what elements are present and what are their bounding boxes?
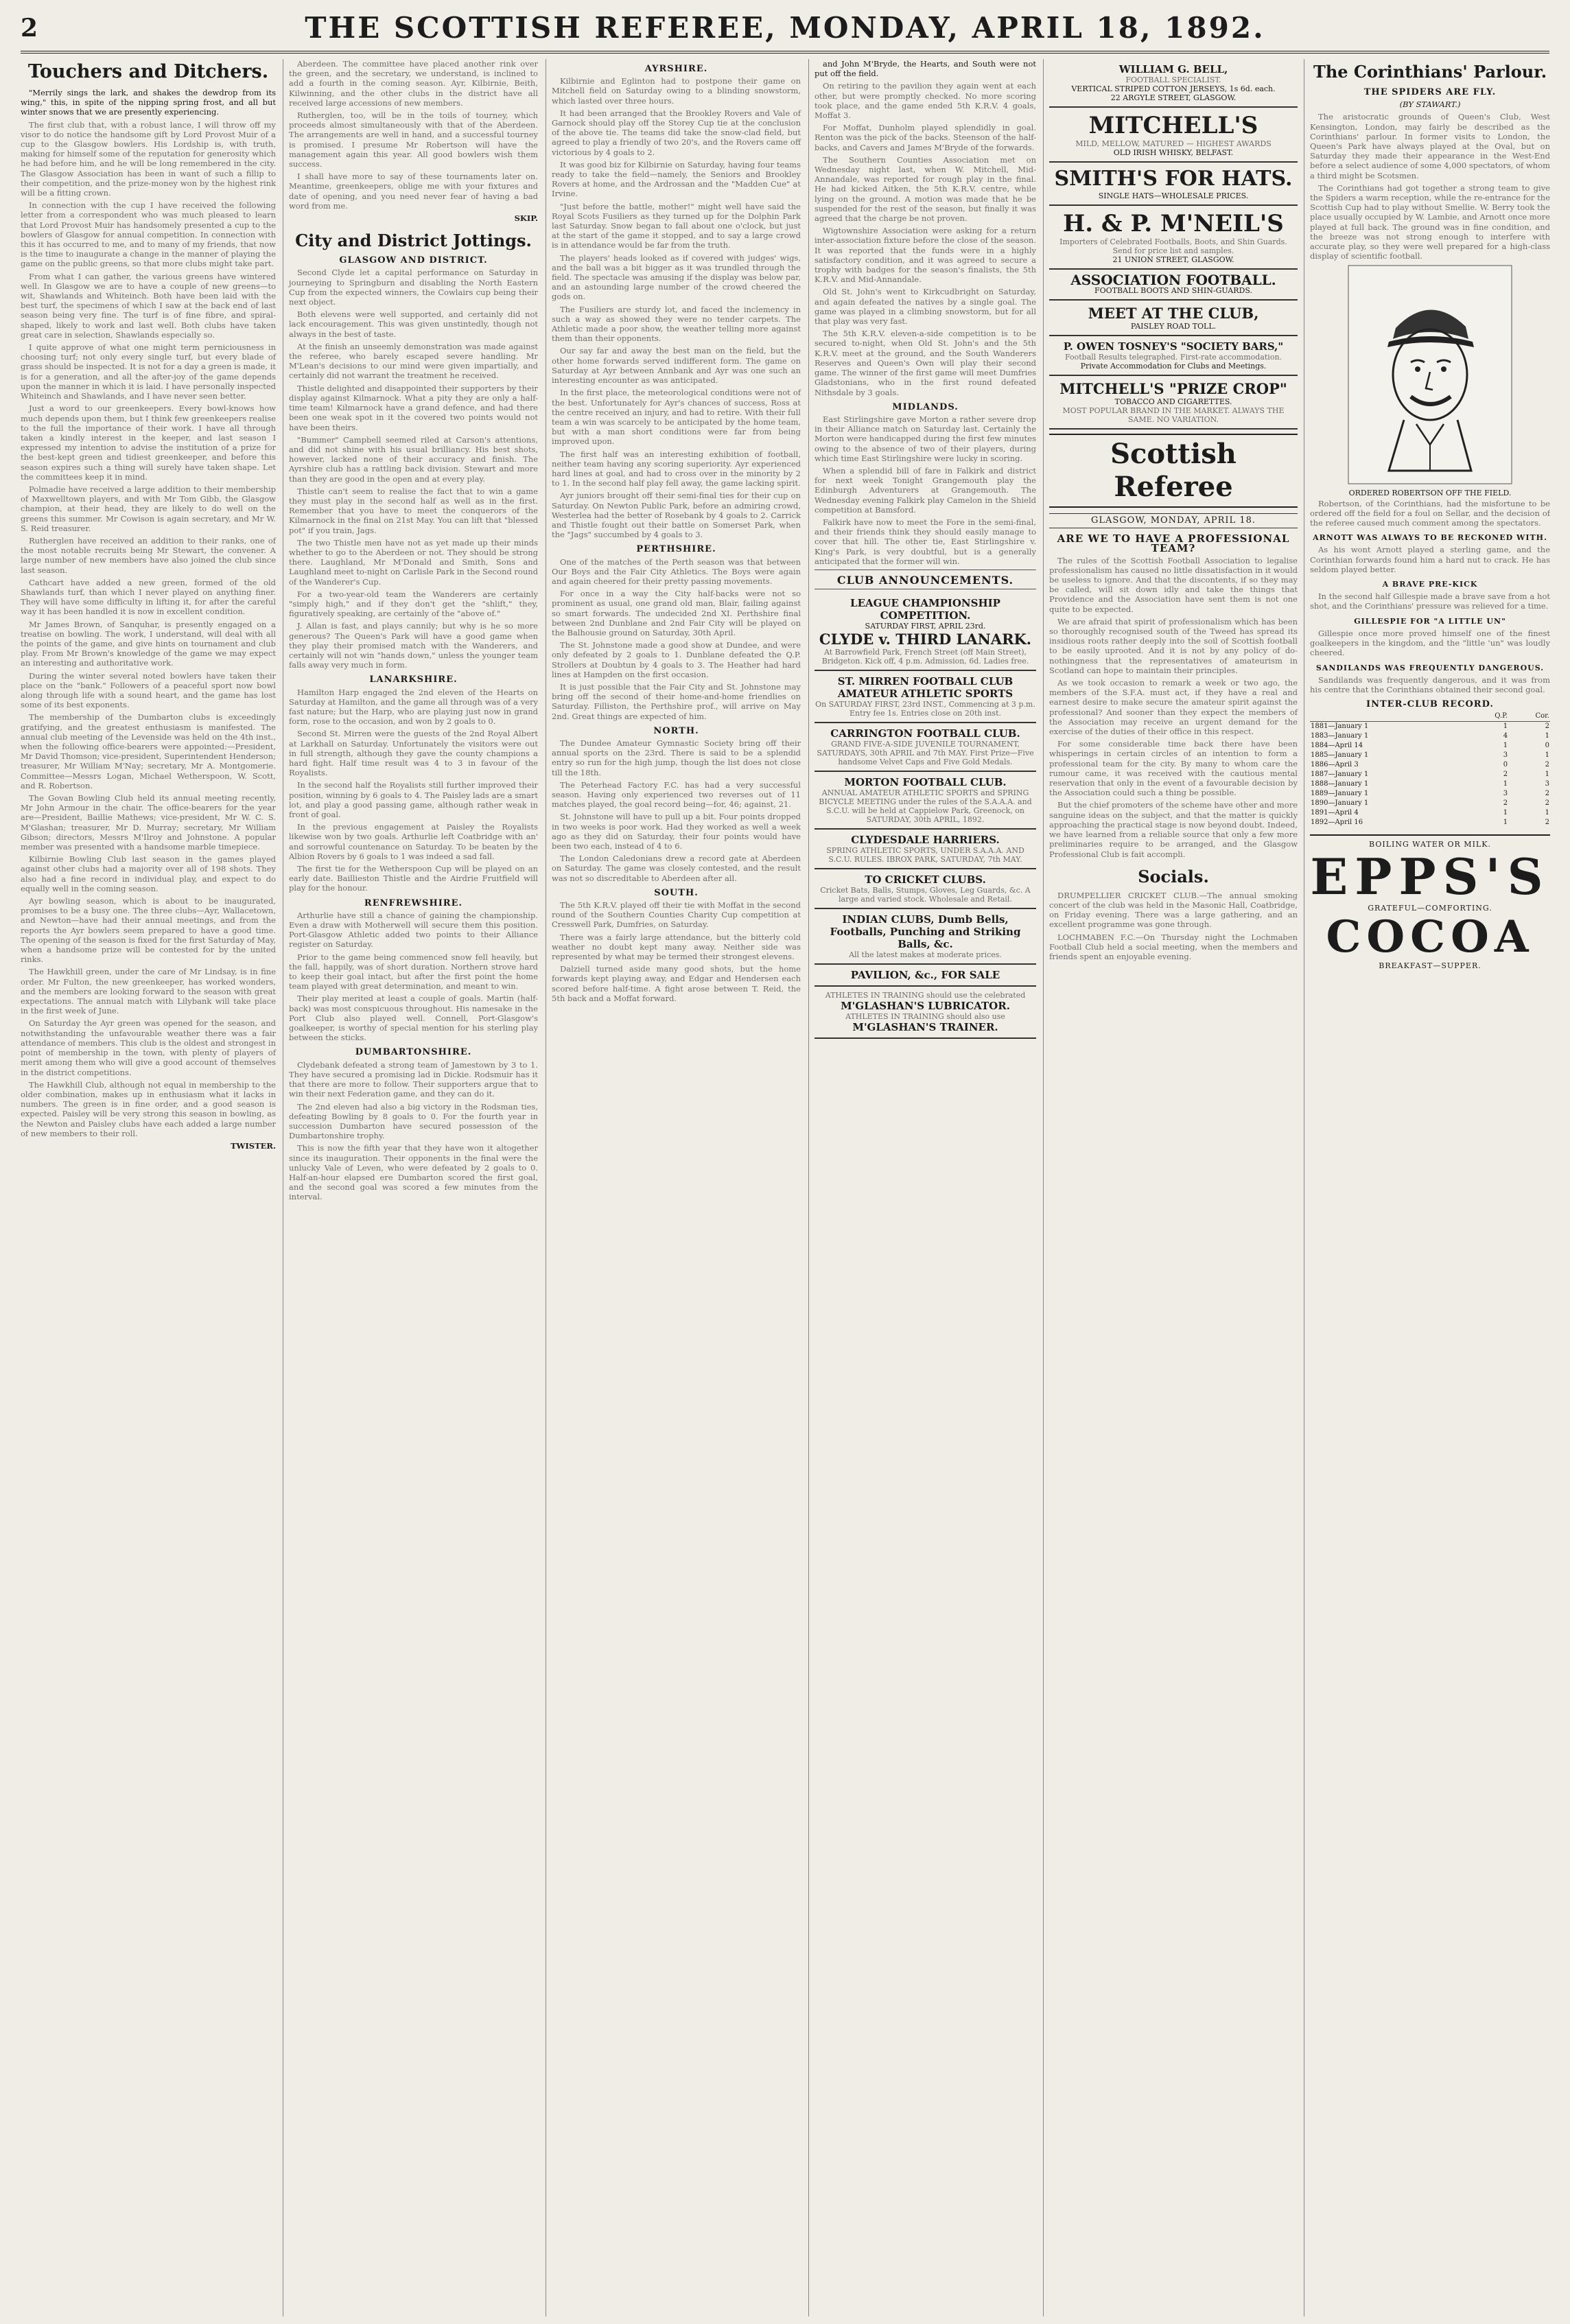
announcement-cricket: TO CRICKET CLUBS. Cricket Bats, Balls, Stumps, Gloves, Leg Guards, &c. A large and varied stock. Wholesale and Retail. <box>815 869 1036 909</box>
ad-william-bell: WILLIAM G. BELL, FOOTBALL SPECIALIST. VERTICAL STRIPED COTTON JERSEYS, 1s 6d. each. 22 ARGYLE STREET, GLASGOW. <box>1049 59 1298 108</box>
editorial-heading: ARE WE TO HAVE A PROFESSIONAL TEAM? <box>1057 532 1290 555</box>
lanarkshire-body: Hamilton Harp engaged the 2nd eleven of the Hearts on Saturday at Hamilton, and the game all through was of a very fast nature; but the Harp, who are playing just now in grand form, rose to the occasion, and won by 2 goals to 0. Second St. Mirren were the guests of the 2nd Royal Albert at Larkhall on Saturday. Unfortunately the visitors were out in full strength, although they gave the county champions a hard fight. Half time result was 4 to 3 in favour of the Royalists. In the second half the Royalists still further improved their position, winning by 6 goals to 4. The Paisley lads are a smart lot, and play a good passing game, although rather weak in front of goal. In the previous engagement at Paisley the Royalists likewise won by two goals. Arthurlie left Coatbridge with an' and sorrowful countenance on Saturday. To be beaten by the Albion Rovers by 6 goals to 1 was indeed a sad fall. The first tie for the Wetherspoon Cup will be played on an early date. Baillieston Thistle and the Airdrie Fruitfield will play for the honour. <box>289 687 538 893</box>
table-cell: 4 <box>1503 732 1508 740</box>
column-5 <box>1043 59 1303 2316</box>
record-heading: INTER-CLUB RECORD. <box>1366 699 1494 710</box>
column-3 <box>546 59 806 2316</box>
ad-mitchells-whisky: MITCHELL'S MILD, MELLOW, MATURED — HIGHEST AWARDS OLD IRISH WHISKY, BELFAST. <box>1049 108 1298 163</box>
table-cell: 1 <box>1503 819 1508 827</box>
table-cell: 1892—April 16 <box>1311 819 1363 827</box>
referee-portrait <box>1348 265 1512 484</box>
table-cell: 1890—January 1 <box>1311 799 1369 808</box>
table-row <box>1310 818 1550 828</box>
ayrshire-body: Kilbirnie and Eglinton had to postpone their game on Mitchell field on Saturday owing to a blinding snowstorm, which lasted over three hours. It had been arranged that the Brookley Rovers and Vale of Garnock should play off the Storey Cup tie at the conclusion of the above tie. The teams did take the snow-clad field, but agreed to play a friendly of two 20's, and the Rovers came off victorious by 4 goals to 2. It was good biz for Kilbirnie on Saturday, having four teams ready to take the field—namely, the Seniors and Brookley Rovers at home, and the Ardrossan and the "Madden Cue" at Irvine. "Just before the battle, mother!" might well have said the Royal Scots Fusiliers as they turned up for the Dolphin Park last Saturday. Snow began to fall about one o'clock, but just at the start of the game it stopped, and to say a large crowd is in attendance would be far from the truth. The players' heads looked as if covered with judges' wigs, and the ball was a bit bigger as it was trundled through the field. The spectacle was amusing if the display was below par, and an astounding large number of the crowd cheered the gods on. The Fusiliers are sturdy lot, and faced the inclemency in such a way as showed they were no tender carpets. The Athletic made a poor show, the weather telling more against them than their opponents. Our say far and away the best man on the field, but the other home forwards served indifferent form. The game on Saturday at Ayr between Annbank and Ayr was one such an interesting encounter as was anticipated. In the first place, the meteorological conditions were not of the best. Unfortunately for Ayr's chances of success, Ross at the centre received an injury, and had to retire. With their full team a win was scarcely to be anticipated by the home team, but with a man short conditions were far from being improved upon. The first half was an interesting exhibition of football, neither team having any scoring superiority. Ayr experienced hard lines at goal, and had to cross over in the minority by 2 to 1. In the second half play fell away, the game lacking spirit. Ayr juniors brought off their semi-final ties for their cup on Saturday. On Newton Public Park, before an admiring crowd, Westerlea had the better of Rosebank by 4 goals to 2. Carrick and Thistle fought out their battle on Somerset Park, when the "Jags" succumbed by 4 goals to 3. <box>552 76 801 540</box>
table-cell: 3 <box>1503 751 1508 760</box>
table-cell: 1889—January 1 <box>1311 790 1369 798</box>
announcement-indian-clubs: INDIAN CLUBS, Dumb Bells, Footballs, Punching and Striking Balls, &c. All the latest makes at moderate prices. <box>815 909 1036 965</box>
table-cell: 1 <box>1545 732 1549 740</box>
ad-association-football: ASSOCIATION FOOTBALL. FOOTBALL BOOTS AND SHIN-GUARDS. <box>1049 270 1298 301</box>
subheading-ayrshire: AYRSHIRE. <box>644 64 708 74</box>
announcement-morton: MORTON FOOTBALL CLUB. ANNUAL AMATEUR ATHLETIC SPORTS and SPRING BICYCLE MEETING under the rules of the S.A.A.A. and S.C.U. will be held at Cappielow Park, Greenock, on SATURDAY, 30th APRIL, 1892. <box>815 772 1036 830</box>
table-cell: 1 <box>1503 742 1508 750</box>
brave-body: In the second half Gillespie made a brave save from a hot shot, and the Corinthians' pressure was relieved for a time. <box>1310 591 1550 611</box>
article-opening: "Merrily sings the lark, and shakes the dewdrop from its wing," this, in spite of the nipping spring frost, and all but winter snows that we are presently experiencing. <box>21 88 276 117</box>
newspaper-title: THE SCOTTISH REFEREE, MONDAY, APRIL 18, 1892. <box>305 11 1265 45</box>
announcement-pavilion: PAVILION, &c., FOR SALE <box>815 965 1036 987</box>
editorial-body: The rules of the Scottish Football Association to legalise professionalism has caused no little dissatisfaction in it would be useless to ignore. And that the discontents, if so they may be called, will sit down idly and take the things that Providence and the Association have sent them is not one quite to be expected. We are afraid that spirit of professionalism which has been so thoroughly recognised south of the Tweed has spread its insidious roots rather deeply into the soil of Scottish football to be easily uprooted. And it is not by any policy of do-nothingness that the representatives of amateurism in Scotland can hope to maintain their principles. As we took occasion to remark a week or two ago, the members of the S.F.A. must act, if they have a real and earnest desire to make secure the amateur spirit against the professional? And sooner than they expect the members of the Association may receive an urgent demand for the exercise of the duties of their office in this respect. For some considerable time back there have been whisperings in certain circles of an intention to form a professional team for the city. By many to whom care the rumour came, it was received with the cautious mental reservation that only in the event of a favourable decision by the Association could such a thing be possible. But the chief promoters of the scheme have other and more sanguine ideas on the subject, and that the matter is quickly approaching the practical stage is now beyond doubt. Indeed, we have learned from a reliable source that only a few more preliminaries require to be arranged, and the Glasgow Professional Club is fait accompli. <box>1049 555 1298 859</box>
arnott-body: As his wont Arnott played a sterling game, and the Corinthian forwards found him a hard nut to crack. He has seldom played better. <box>1310 545 1550 574</box>
table-cell: 2 <box>1545 799 1549 808</box>
south-continued: On retiring to the pavilion they again went at each other, but were promptly checked. No more scoring took place, and the game ended 5th K.R.V. 4 goals, Moffat 3. For Moffat, Dunholm played splendidly in goal. Renton was the pick of the backs. Steenson of the half-backs, and Cavers and James M'Bryde of the forwards. The Southern Counties Association met on Wednesday night last, when W. Mitchell, Mid-Annandale, was reported for rough play in the final. He had kicked Aitken, the 5th K.R.V. centre, while lying on the ground. A motion was made that he be suspended for the rest of the season, but finally it was agreed that the charge be not proven. Wigtownshire Association were asking for a return inter-association fixture before the close of the season. It was reported that the funds were in a highly satisfactory condition, and it was agreed to secure a trophy with badges for the season's finalists, the 5th K.R.V. and Mid-Annandale. Old St. John's went to Kirkcudbright on Saturday, and again defeated the natives by a single goal. The game was played in a climbing snowstorm, but for all that play was very fast. The 5th K.R.V. eleven-a-side competition is to be secured to-night, when Old St. John's and the 5th K.R.V. meet at the ground, and the South Wanderers Reserves and Queen's Own will play their second game. The winner of the first game will meet Dumfries Gladstonians, who in the first round defeated Nithsdale by 3 goals. <box>815 81 1036 397</box>
table-row <box>1310 779 1550 789</box>
table-row <box>1310 760 1550 770</box>
table-cell: 3 <box>1503 790 1508 798</box>
subheading-south: SOUTH. <box>654 887 699 898</box>
paper-nameplate: Scottish Referee <box>1049 434 1298 508</box>
club-announcements-heading: CLUB ANNOUNCEMENTS. <box>836 573 1014 587</box>
table-row <box>1310 799 1550 808</box>
column-2 <box>283 59 543 2316</box>
table-row <box>1310 808 1550 818</box>
table-cell: 2 <box>1545 723 1549 731</box>
announcement-carrington: CARRINGTON FOOTBALL CLUB. GRAND FIVE-A-SIDE JUVENILE TOURNAMENT, SATURDAYS, 30th APRIL and 7th MAY. First Prize—Five handsome Velvet Caps and Five Gold Medals. <box>815 723 1036 772</box>
socials-body: DRUMPELLIER CRICKET CLUB.—The annual smoking concert of the club was held in the Masonic Hall, Coatbridge, on Friday evening. There was a large gathering, and an excellent programme was gone through. LOCHMABEN F.C.—On Thursday night the Lochmaben Football Club held a social meeting, when the members and friends spent an enjoyable evening. <box>1049 890 1298 961</box>
table-row <box>1310 751 1550 760</box>
article-body-filler: The first club that, with a robust lance, I will throw off my visor to do notice the handsome gift by Lord Provost Muir of a cup to the Glasgow bowlers. His Lordship is, with truth, making for himself some of the reputation for generosity which he had before him, and he will be long remembered in the city. The Glasgow Association has been in want of such a fillip to their competition, and the prize-money won by the highest rink will be a fitting crown. In connection with the cup I have received the following letter from a correspondent who was much pleased to learn that Lord Provost Muir has handsomely presented a cup to the bowlers of Glasgow for annual competition. In connection with this it has occurred to me, and to many of my friends, that now is the time to inaugurate a change in the manner of playing the game on the public greens, so that more clubs might take part. From what I can gather, the various greens have wintered well. In Glasgow we are to have a couple of new greens—to wit, Shawlands and Whiteinch. Both have been laid with the best turf, the specimens of which I saw at the back end of last season being very fine. The turf is of fine fibre, and spiral-shaped, likely to work and last well. Both clubs have taken great care in selection, Shawlands especially so. I quite approve of what one might term perniciousness in choosing turf; not only every single turf, but every blade of grass should be inspected. It is not for a day a green is made, it is for a generation, and all the after-joy of the game depends upon the manner in which it is laid. I have personally inspected Whiteinch and Shawlands, and I have never seen better. Just a word to our greenkeepers. Every bowl-knows how much depends upon them, but I think few greenkeepers realise to the full the importance of their work. I have all through taken a kindly interest in the keeper, and last season I expressed my intention to advise the institution of a prize for the best-kept green and tidiest greenkeeper, and before this season expires such a thing will surely have taken shape. Let the committees keep it in mind. Polmadie have received a large addition to their membership of Maxwelltown players, and with Mr Tom Gibb, the Glasgow champion, at their head, they are likely to do well on the greens this summer. Mr Cowison is again secretary, and Mr W. S. Reid treasurer. Rutherglen have received an addition to their ranks, one of the most notable recruits being Mr Stewart, the convener. A large number of new members have also joined the club since last season. Cathcart have added a new green, formed of the old Shawlands turf, than which I never played on anything finer. They will have some difficulty in lifting it, for after the careful way it has been handled it is now in excellent condition. Mr James Brown, of Sanquhar, is presently engaged on a treatise on bowling. The work, I understand, will deal with all the points of the game, and give hints on tournament and club play. From Mr Brown's knowledge of the game we may expect an interesting and authoritative work. During the winter several noted bowlers have taken their place on the "bank." Followers of a peaceful sport now bowl along through life with a sound heart, and the game has lost some of its best exponents. The membership of the Dumbarton clubs is exceedingly gratifying, and the greatest enthusiasm is manifested. The annual club meeting of the Levenside was held on the 4th inst., when the following office-bearers were appointed:—President, Mr David Thomson; vice-president, Superintendent Henderson; treasurer, Mr William M'Nay; secretary, Mr A. Montgomerie. Committee—Messrs Logan, Michael Wetherspoon, W. Scott, and R. Robertson. The Govan Bowling Club held its annual meeting recently, Mr John Armour in the chair. The office-bearers for the year are—President, Baillie Mathews; vice-president, Mr W. C. S. M'Glashan; treasurer, Mr D. Murray; secretary, Mr William Gibson; directors, Messrs M'Ilroy and Johnstone. A popular member was presented with a handsome marble timepiece. Kilbirnie Bowling Club last season in the games played against other clubs had a majority over all of 198 shots. They also had a fine record in individual play, and expect to do equally well in the coming season. Ayr bowling season, which is about to be inaugurated, promises to be a busy one. The three clubs—Ayr, Wallacetown, and Newton—have had their annual meetings, and from the reports the Ayr bowlers seem prepared to have a good time. The opening of the season is fixed for the first Saturday of May, when a handsome prize will be contested for by the united rinks. The Hawkhill green, under the care of Mr Lindsay, is in fine order. Mr Fulton, the new greenkeeper, has worked wonders, and the members are looking forward to the season with great expectations. The annual match with Lilybank will take place in the first week of June. On Saturday the Ayr green was opened for the season, and notwithstanding the unfavourable weather there was a fair attendance of members. This club is the oldest and strongest in point of membership in the town, with plenty of players of merit among them who will give a good account of themselves in the district competitions. The Hawkhill Club, although not equal in membership to the older combination, makes up in enthusiasm what it lacks in numbers. The green is in fine order, and a good season is expected. Paisley will be very strong this season in bowling, as the Newton and Paisley clubs have each added a large number of new members to their roll. <box>21 119 276 1138</box>
table-cell: 2 <box>1545 761 1549 769</box>
table-cell: 2 <box>1503 771 1508 779</box>
perthshire-body: One of the matches of the Perth season was that between Our Boys and the Fair City Athletics. The Boys were again and again cheered for their pretty passing movements. For once in a way the City half-backs were not so prominent as usual, one grand old man, Blair, failing against so smart forwards. The undecided 2nd XI. Perthshire final between 2nd Dunblane and 2nd Fair City will be played on the Balhousie ground on Saturday, 30th April. The St. Johnstone made a good show at Dundee, and were only defeated by 2 goals to 1. Dunblane defeated the Q.P. Strollers at Doubtun by 4 goals to 3. The Heather had hard lines at Hampden on the first occasion. It is just possible that the Fair City and St. Johnstone may bring off the second of their home-and-home friendlies on Saturday. Filliston, the Perthshire prof., will arrive on May 2nd. Great things are expected of him. <box>552 556 801 721</box>
south-continued-opening: and John M'Bryde, the Hearts, and South were not put off the field. <box>815 59 1036 79</box>
announcement-mglashan: ATHLETES IN TRAINING should use the celebrated M'GLASHAN'S LUBRICATOR. ATHLETES IN TRAINING should also use M'GLASHAN'S TRAINER. <box>815 987 1036 1039</box>
gillespie-body: Gillespie once more proved himself one of the finest goalkeepers in the kingdom, and the "little 'un" was loudly cheered. <box>1310 628 1550 658</box>
ad-mcneils: H. & P. M'NEIL'S Importers of Celebrated Footballs, Boots, and Shin Guards. Send for price list and samples. 21 UNION STREET, GLASGOW. <box>1049 206 1298 270</box>
page-number: 2 <box>21 14 38 43</box>
table-row <box>1310 789 1550 799</box>
subheading-north: NORTH. <box>653 725 699 736</box>
table-cell: 2 <box>1545 819 1549 827</box>
announcement-st-mirren: ST. MIRREN FOOTBALL CLUB AMATEUR ATHLETIC SPORTS On SATURDAY FIRST, 23rd INST., Commencing at 3 p.m. Entry fee 1s. Entries close on 20th inst. <box>815 671 1036 723</box>
column-1 <box>21 59 281 2316</box>
announcement-league: LEAGUE CHAMPIONSHIP COMPETITION. SATURDAY FIRST, APRIL 23rd. CLYDE v. THIRD LANARK. At Barrowfield Park, French Street (off Main Street), Bridgeton. Kick off, 4 p.m. Admission, 6d. Ladies free. <box>815 593 1036 671</box>
subheading-perthshire: PERTHSHIRE. <box>636 544 716 555</box>
closing-signature: SKIP. <box>514 213 538 224</box>
north-body: The Dundee Amateur Gymnastic Society bring off their annual sports on the 23rd. There is said to be a splendid entry so run for the high jump, though the list does not close till the 18th. The Peterhead Factory F.C. has had a very successful season. Having only experienced two reverses out of 11 matches played, the goal record being—for, 46; against, 21. St. Johnstone will have to pull up a bit. Four points dropped in two weeks is poor work. Had they worked as well a week ago as they did on Saturday, their four points would have been two each, instead of 4 to 6. The London Caledonians drew a record gate at Aberdeen on Saturday. The game was closely contested, and the result was not so discreditable to Aberdeen after all. <box>552 738 801 883</box>
table-cell: 1886—April 3 <box>1311 761 1359 769</box>
subheading-gillespie: GILLESPIE FOR "A LITTLE UN" <box>1354 616 1506 626</box>
corinthians-body: The aristocratic grounds of Queen's Club, West Kensington, London, may fairly be described as the Corinthians' parlour. In former visits to London, the Queen's Park have always played at the Oval, but on Saturday they made their appearance in the West-End before a select audience of some 4,000 spectators, of whom a third might be Scotsmen. The Corinthians had got together a strong team to give the Spiders a warm reception, while the re-entrance for the Scottish Cup had to play without Smellie. W. Berry took the place usually occupied by W. Lambie, and Arnott once more played at full back. The ground was in fine condition, and the breeze was not strong enough to interfere with accurate play, so they were well prepared for a high-class display of scientific football. <box>1310 112 1550 261</box>
subheading-sandilands: SANDILANDS WAS FREQUENTLY DANGEROUS. <box>1315 663 1545 672</box>
table-cell: 1881—January 1 <box>1311 723 1369 731</box>
ad-meet-at-club: MEET AT THE CLUB, PAISLEY ROAD TOLL. <box>1049 301 1298 336</box>
byline: (BY STAWART.) <box>1399 99 1461 110</box>
table-cell: 2 <box>1545 790 1549 798</box>
article-heading-corinthians: The Corinthians' Parlour. <box>1313 62 1547 82</box>
subheading-dumbartonshire: DUMBARTONSHIRE. <box>355 1047 472 1058</box>
masthead <box>21 10 1549 54</box>
sandilands-body: Sandilands was frequently dangerous, and it was from his centre that the Corinthians obtained their second goal. <box>1310 674 1550 694</box>
table-cell: 1 <box>1545 751 1549 760</box>
portrait-caption: ORDERED ROBERTSON OFF THE FIELD. <box>1348 489 1512 498</box>
ad-owen-tosney: P. OWEN TOSNEY'S "SOCIETY BARS," Football Results telegraphed. First-rate accommodation. Private Accommodation for Clubs and Meetings. <box>1049 336 1298 376</box>
table-cell: 3 <box>1545 780 1549 788</box>
south-body: The 5th K.R.V. played off their tie with Moffat in the second round of the Southern Counties Charity Cup competition at Cresswell Park, Dumfries, on Saturday. There was a fairly large attendance, but the bitterly cold weather no doubt kept many away. Neither side was represented by what may be termed their strongest elevens. Dalziell turned aside many good shots, but the home forwards kept playing away, and Edgar and Hendersen each scored before half-time. A fight arose between T. Reid, the 5th back and a Moffat forward. <box>552 900 801 1003</box>
table-cell: 2 <box>1503 799 1508 808</box>
table-cell: 1888—January 1 <box>1311 780 1369 788</box>
subheading-brave: A BRAVE PRE-KICK <box>1382 580 1478 589</box>
table-cell: 1 <box>1503 723 1508 731</box>
corinthians-body-2: Robertson, of the Corinthians, had the misfortune to be ordered off the field for a foul on Sellar, and the decision of the referee caused much comment among the spectators. <box>1310 498 1550 528</box>
ad-smiths-hats: SMITH'S FOR HATS. SINGLE HATS—WHOLESALE PRICES. <box>1049 163 1298 206</box>
article-heading-jottings: City and District Jottings. <box>295 231 532 251</box>
signature: TWISTER. <box>230 1140 276 1151</box>
table-cell: 1885—January 1 <box>1311 751 1369 760</box>
midlands-body: East Stirlingshire gave Morton a rather severe drop in their Alliance match on Saturday last. Certainly the Morton were handicapped during the first few minutes owing to the absence of two of their players, during which time East Stirlingshire were lucky in scoring. When a splendid bill of fare in Falkirk and district for next week Tonight Grangemouth play the Edinburgh Adventurers at Grangemouth. The Wednesday evening Falkirk play Camelon in the Shield competition at Bamsford. Falkirk have now to meet the Fore in the semi-final, and their friends think they should easily manage to cover that hill. The other tie, East Stirlingshire v. King's Park, is very doubtful, but is a generally anticipated that the former will win. <box>815 414 1036 566</box>
table-cell: 1 <box>1503 809 1508 817</box>
bowling-continued: Aberdeen. The committee have placed another rink over the green, and the secretary, we understand, is inclined to add a fourth in the coming season. Ayr, Kilbirnie, Beith, Kilwinning, and the other clubs in the district have all received large accessions of new members. Rutherglen, too, will be in the toils of tourney, which proceeds almost simultaneously with that of the Aberdeen. The arrangements are well in hand, and a successful tourney is promised. I presume Mr Robertson will have the management again this year. All good bowlers wish them success. I shall have more to say of these tournaments later on. Meantime, greenkeepers, oblige me with your fixtures and date of opening, and you need never fear of having a bad word from me. <box>289 59 538 211</box>
table-row <box>1310 741 1550 751</box>
table-cell: 1 <box>1503 780 1508 788</box>
table-cell: 1887—January 1 <box>1311 771 1369 779</box>
column-4 <box>808 59 1042 2316</box>
table-row <box>1310 722 1550 732</box>
subheading-glasgow: GLASGOW AND DISTRICT. <box>339 255 488 266</box>
subheading-arnott: ARNOTT WAS ALWAYS TO BE RECKONED WITH. <box>1313 533 1547 543</box>
article-heading-touchers: Touchers and Ditchers. <box>27 61 269 82</box>
table-cell: 1 <box>1545 771 1549 779</box>
table-row <box>1310 770 1550 779</box>
table-cell: 0 <box>1503 761 1508 769</box>
subheading-midlands: MIDLANDS. <box>892 401 959 412</box>
table-cell: 0 <box>1545 742 1549 750</box>
table-row <box>1310 731 1550 741</box>
table-cell: 1 <box>1545 809 1549 817</box>
ad-epps-cocoa: BOILING WATER OR MILK. EPPS'S GRATEFUL—COMFORTING. COCOA BREAKFAST—SUPPER. <box>1310 834 1550 971</box>
table-cell: 1884—April 14 <box>1311 742 1363 750</box>
record-header-row: Q.P. Cor. <box>1310 712 1550 722</box>
subheading-spiders: THE SPIDERS ARE FLY. <box>1363 87 1497 97</box>
column-6 <box>1304 59 1550 2316</box>
renfrewshire-body: Arthurlie have still a chance of gaining the championship. Even a draw with Motherwell will secure them this position. Port-Glasgow Athletic added two points to their Alliance register on Saturday. Prior to the game being commenced snow fell heavily, but the fall, happily, was of short duration. Northern strove hard to keep their goal intact, but after the first point the home team played with great determination, and meant to win. Their play merited at least a couple of goals. Martin (half-back) was most conspicuous throughout. His namesake in the Port Club also played well. Connell, Port-Glasgow's goalkeeper, is worthy of special mention for his sterling play between the sticks. <box>289 910 538 1043</box>
socials-heading: Socials. <box>1138 866 1209 887</box>
dumbartonshire-body: Clydebank defeated a strong team of Jamestown by 3 to 1. They have secured a promising lad in Dickie. Rodsmuir has it that there are more to follow. Their supporters argue that to win their next Federation game, and they can do it. The 2nd eleven had also a big victory in the Rodsman ties, defeating Bowling by 8 goals to 0. For the fourth year in succession Dumbarton have secured possession of the Dumbartonshire trophy. This is now the fifth year that they have won it altogether since its inauguration. Their opponents in the final were the unlucky Vale of Leven, who were defeated by 2 goals to 0. Half-an-hour elapsed ere Dumbarton scored the first goal, and the second goal was scored a few minutes from the interval. <box>289 1059 538 1202</box>
dateline: GLASGOW, MONDAY, APRIL 18. <box>1049 513 1298 528</box>
table-cell: 1891—April 4 <box>1311 809 1359 817</box>
table-cell: 1883—January 1 <box>1311 732 1369 740</box>
ad-prize-crop: MITCHELL'S "PRIZE CROP" TOBACCO AND CIGARETTES. MOST POPULAR BRAND IN THE MARKET. ALWAYS THE SAME. NO VARIATION. <box>1049 376 1298 430</box>
subheading-lanarkshire: LANARKSHIRE. <box>369 674 458 685</box>
announcement-clydesdale: CLYDESDALE HARRIERS. SPRING ATHLETIC SPORTS, UNDER S.A.A.A. AND S.C.U. RULES. IBROX PARK, SATURDAY, 7th MAY. <box>815 830 1036 869</box>
subheading-renfrewshire: RENFREWSHIRE. <box>364 897 463 908</box>
inter-club-record-table <box>1310 712 1550 828</box>
glasgow-body: Second Clyde let a capital performance on Saturday in journeying to Springburn and disabling the North Eastern Cup from the expected winners, the Cowlairs cup being their next object. Both elevens were well supported, and certainly did not lack encouragement. This was given unstintedly, though not always in the best of taste. At the finish an unseemly demonstration was made against the referee, who barely escaped severe handling. Mr M'Lean's decisions to our mind were given impartially, and certainly did not warrant the treatment he received. Thistle delighted and disappointed their supporters by their display against Kilmarnock. What a pity they are only a half-time team! Kilmarnock have a grand defence, and had there been one weak spot in it the covered two points would not have been theirs. "Bummer" Campbell seemed riled at Carson's attentions, and did not shine with his usual brilliancy. His best shots, however, lacked none of their accuracy and finish. The Ayrshire club has a rattling back division. Stewart and more than they are good in the open and at every play. Thistle can't seem to realise the fact that to win a game they must play in the second half as well as in the first. Remember that you have to meet the conquerors of the Kilmarnock in the final on 21st May. You can lift that "blessed pot" if you train, Jags. The two Thistle men have not as yet made up their minds whether to go to the Aberdeen or not. They should be strong there. Laughland, Mr M'Donald and Smith, Sons and Laughland meet to-night on Carlisle Park in the Second round of the Wanderer's Cup. For a two-year-old team the Wanderers are certainly "simply high," and if they don't get the "shlift," they, figuratively speaking, are certainly of the "above of." J. Allan is fast, and plays cannily; but why is he so more generous? The Queen's Park will have a good game when they play their promised match with the Wanderers, and certainly will not win "hands down," unless the younger team falls away very much in form. <box>289 268 539 670</box>
